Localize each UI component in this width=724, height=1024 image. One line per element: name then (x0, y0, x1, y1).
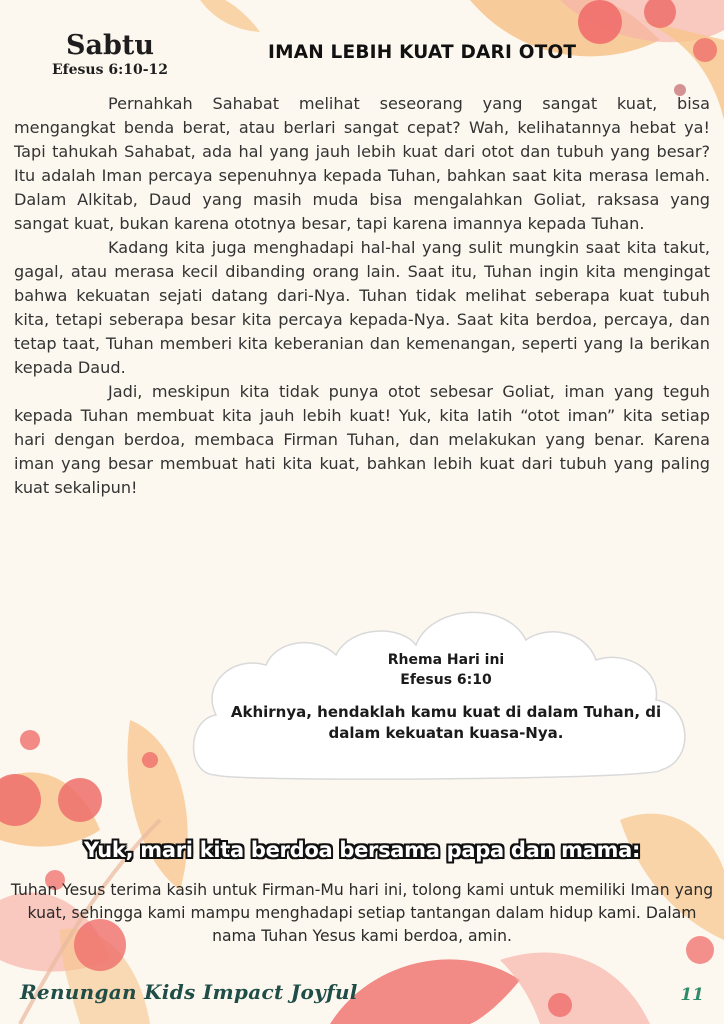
story-paragraph: Jadi, meskipun kita tidak punya otot sebesar Goliat, iman yang teguh kepada Tuhan membuat kita jauh lebih kuat! Yuk, kita latih “otot iman” kita setiap hari dengan berdoa, membaca Firman Tuhan, dan melakukan yang benar. Karena iman yang besar membuat hati kita kuat, bahkan lebih kuat dari tubuh yang paling kuat sekalipun! (14, 382, 710, 497)
rhema-cloud (186, 600, 694, 785)
devotion-title: IMAN LEBIH KUAT DARI OTOT (268, 42, 577, 63)
day-label: Sabtu (66, 30, 154, 61)
story-paragraph: Pernahkah Sahabat melihat seseorang yang sangat kuat, bisa mengangkat benda berat, atau berlari sangat cepat? Wah, kelihatannya hebat ya! Tapi tahukah Sahabat, ada hal yang jauh lebih kuat dari otot dan tubuh yang besar? Itu adalah Iman percaya sepenuhnya kepada Tuhan, bahkan saat kita merasa lemah. Dalam Alkitab, Daud yang masih muda bisa mengalahkan Goliat, raksasa yang sangat kuat, bukan karena ototnya besar, tapi karena imannya kepada Tuhan. (14, 94, 710, 233)
prayer-text: Tuhan Yesus terima kasih untuk Firman-Mu hari ini, tolong kami untuk memiliki Iman yang kuat, sehingga kami mampu menghadapi setiap tantangan dalam hidup kami. Dalam nama Tuhan Yesus kami berdoa, amin. (10, 881, 714, 945)
leaf-shape (330, 959, 520, 1024)
leaf-shape (127, 720, 187, 890)
page-number: 11 (680, 985, 704, 1005)
berry-shape (578, 0, 622, 44)
rhema-verse: Akhirnya, hendaklah kamu kuat di dalam Tuhan, di dalam kekuatan kuasa-Nya. (230, 703, 662, 742)
scripture-reference: Efesus 6:10-12 (51, 62, 169, 78)
rhema-reference: Efesus 6:10 (400, 672, 492, 688)
rhema-label: Rhema Hari ini (387, 652, 505, 668)
berry-shape (548, 993, 572, 1017)
rhema-content (226, 650, 666, 744)
leaf-shape (200, 0, 260, 32)
berry-shape (693, 38, 717, 62)
berry-shape (58, 778, 102, 822)
day-block (40, 30, 180, 78)
story-paragraph: Kadang kita juga menghadapi hal-hal yang sulit mungkin saat kita takut, gagal, atau merasa kecil dibanding orang lain. Saat itu, Tuhan ingin kita mengingat bahwa kekuatan sejati datang dari-Nya. Tuhan tidak melihat seberapa kuat tubuh kita, tetapi seberapa besar kita percaya kepada-Nya. Saat kita berdoa, percaya, dan tetap taat, Tuhan memberi kita keberanian dan kemenangan, seperti yang Ia berikan kepada Daud. (14, 238, 710, 377)
story-text (14, 92, 710, 500)
prayer-heading: Yuk, mari kita berdoa bersama papa dan mama: (83, 838, 641, 862)
berry-shape (142, 752, 158, 768)
footer-brand: Renungan Kids Impact Joyful (20, 980, 358, 1004)
berry-shape (20, 730, 40, 750)
leaf-shape (500, 953, 650, 1024)
